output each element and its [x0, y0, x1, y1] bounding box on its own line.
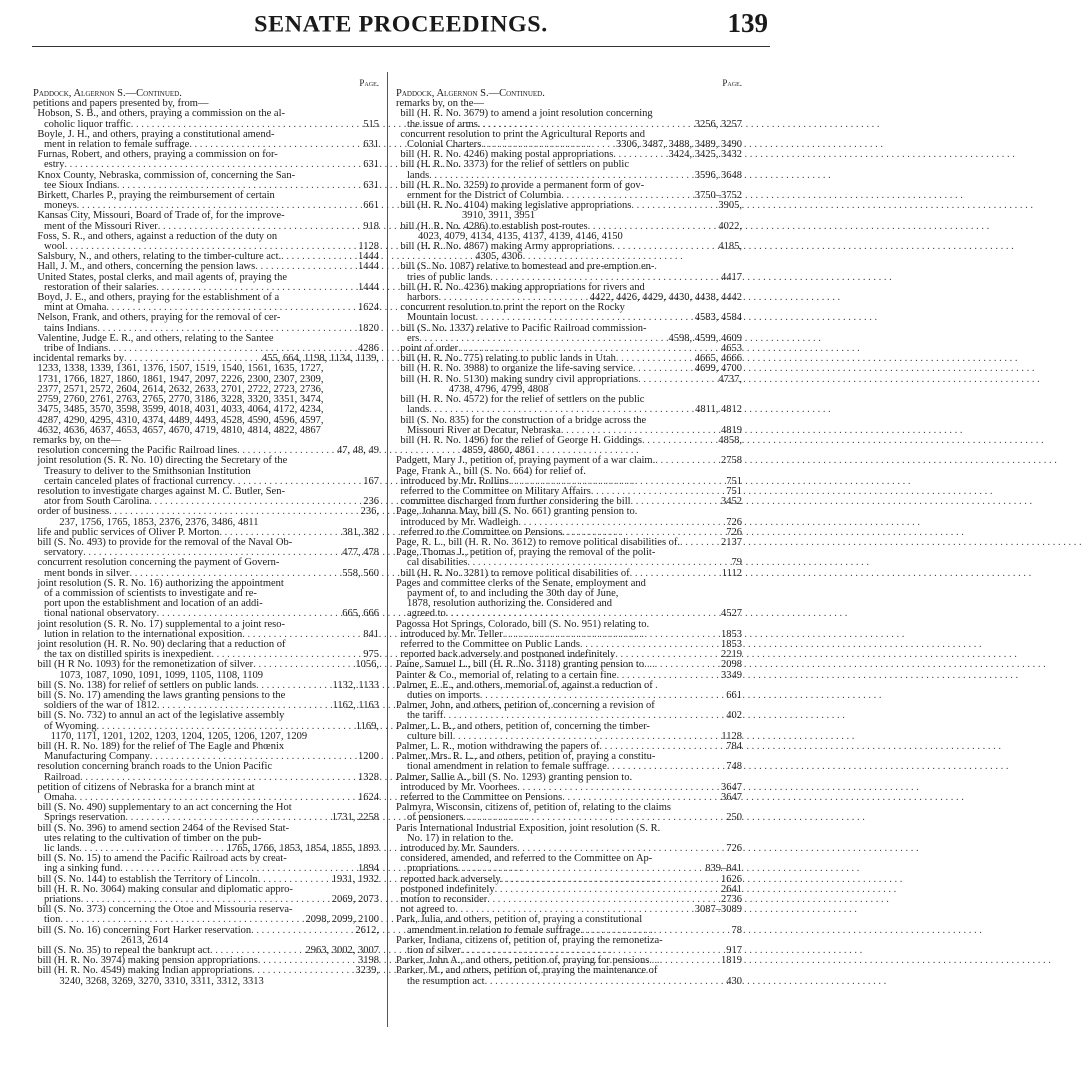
entry-text: bill (H. R. No. 3988) to organize the life-saving service — [400, 363, 633, 375]
entry-text: reported back adversely and postponed indefinitely — [400, 649, 616, 661]
entry-text: the issue of arms — [407, 118, 478, 130]
index-entry-line: 1170, 1171, 1201, 1202, 1203, 1204, 1205, 1206, 1207, 1209 — [50, 730, 308, 742]
index-entry-line: 2759, 2760, 2761, 2763, 2765, 2770, 3186, 3228, 3320, 3351, 3474, — [37, 394, 324, 406]
entry-text: Mountain locust — [407, 312, 476, 324]
leader-dots — [642, 436, 716, 446]
entry-text: life and public services of Oliver P. Morton — [37, 526, 220, 538]
entry-text: introduced by Mr. Wadleigh — [400, 516, 519, 528]
page-reference: 665, 666 — [342, 608, 379, 620]
index-entry-line: remarks by, on the— — [33, 434, 121, 446]
entry-text: agreed to — [407, 608, 446, 620]
entry-text: moneys — [44, 200, 77, 212]
page-reference: 631 — [363, 179, 379, 191]
page-reference: 78 — [731, 924, 742, 936]
right-column — [396, 78, 742, 1073]
index-entry-line: Paddock, Algernon S.—Continued. — [396, 88, 545, 99]
entry-text: Salsbury, N., and others, relating to the timber-culture act. — [37, 251, 282, 263]
page-reference: 2219 — [721, 649, 742, 661]
index-entry-line: bill (S. No. 835) for the construction of a bridge across the — [400, 414, 647, 426]
index-entry-line — [396, 375, 742, 385]
page-reference: 2069, 2073 — [331, 894, 379, 906]
index-entry-line: 4632, 4636, 4637, 4653, 4657, 4670, 4719, 4810, 4814, 4822, 4867 — [37, 424, 321, 436]
index-entry-line — [396, 436, 742, 446]
page-reference: 47, 48, 49 — [337, 445, 379, 457]
index-entry-line — [396, 242, 742, 252]
leader-dots — [655, 456, 719, 466]
page-title: SENATE PROCEEDINGS. — [254, 12, 548, 38]
page-reference: 1624 — [358, 302, 379, 314]
entry-text: ment of the Missouri River — [44, 220, 158, 232]
page-reference: 1626 — [721, 873, 742, 885]
entry-text: bill (S. No. 35) to repeal the bankrupt act — [37, 945, 211, 957]
index-entry-line: remarks by, on the— — [396, 98, 484, 110]
entry-text: ment bonds in silver — [44, 567, 130, 579]
index-entry-line: Palmer, Sallie A., bill (S. No. 1293) granting pension to. — [396, 771, 633, 783]
left-column — [33, 78, 379, 1073]
index-entry-line: Boyd, J. E., and others, praying for the establishment of a — [37, 292, 280, 304]
index-entry-line: bill (S. No. 1087) relative to homestead and pre-emption en- — [400, 261, 655, 273]
entry-text: coholic liquor traffic — [44, 118, 131, 130]
entry-text: tional amendment in relation to female suffrage — [407, 761, 607, 773]
entry-text: Springs reservation — [44, 812, 126, 824]
page-reference: 1328 — [358, 771, 379, 783]
index-entry-line: bill (H. R. No. 4236) making appropriations for rivers and — [400, 281, 645, 293]
entry-text: estry — [44, 159, 65, 171]
index-entry-line: 4738, 4796, 4799, 4808 — [448, 383, 549, 395]
index-entry-line: Hobson, S. B., and others, praying a commission on the al- — [37, 108, 285, 120]
page-reference: 631 — [363, 159, 379, 171]
entry-text: ing a sinking fund — [44, 863, 121, 875]
page-reference: 1894 — [358, 863, 379, 875]
entry-text: tional national observatory — [44, 608, 157, 620]
index-entry-line: 4287, 4290, 4295, 4310, 4374, 4489, 4493, 4528, 4590, 4596, 4597, — [37, 414, 324, 426]
page-reference: 3905, — [718, 200, 742, 212]
entry-text: bill (H. R. No. 5130) making sundry civil appropriations — [400, 373, 639, 385]
page-reference: 4286 — [358, 343, 379, 355]
entry-text: motion to reconsider — [400, 894, 488, 906]
entry-text: mint at Omaha — [44, 302, 107, 314]
page-reference: 3596, 3648 — [694, 169, 742, 181]
entry-text: referred to the Committee on Pensions — [400, 792, 563, 804]
page-reference: 2736 — [721, 894, 742, 906]
index-entry-line: 4023, 4079, 4134, 4135, 4137, 4139, 4146, 4150 — [418, 230, 623, 242]
index-entry-line: Nelson, Frank, and others, praying for the removal of cer- — [37, 312, 281, 324]
page-reference: 3452 — [721, 496, 742, 508]
entry-text: introduced by Mr. Teller — [400, 628, 503, 640]
page-reference: 4699, 4700 — [694, 363, 742, 375]
page-reference: 1112 — [721, 567, 742, 579]
page-reference: 455, 664, 1198, 1134, 1139, — [262, 353, 379, 365]
index-entry-line: Pagossa Hot Springs, Colorado, bill (S. No. 951) relating to. — [396, 618, 650, 630]
page-reference: 1444 — [358, 251, 379, 263]
entry-text: committee discharged from further considering the bill — [400, 496, 631, 508]
page-reference: 515 — [363, 118, 379, 130]
entry-text: tion — [44, 914, 61, 926]
index-entry-line: bill (H. R. No. 3679) to amend a joint resolution concerning — [400, 108, 653, 120]
index-entry-line: 237, 1756, 1765, 1853, 2376, 2376, 3486, 4811 — [59, 516, 259, 528]
page-reference: 748 — [726, 761, 742, 773]
page-reference: 558, 560 — [342, 567, 379, 579]
page-reference: 1765, 1766, 1853, 1854, 1855, 1893 — [226, 843, 379, 855]
index-entry-line: 1233, 1338, 1339, 1361, 1376, 1507, 1519, 1540, 1561, 1635, 1727, — [37, 363, 324, 375]
index-entry-line: concurrent resolution to print the Agricultural Reports and — [400, 128, 646, 140]
entry-text: bill (H. R. No. 775) relating to public lands in Utah — [400, 353, 616, 365]
index-entry-line: Paris International Industrial Exposition, joint resolution (S. R. — [396, 822, 661, 834]
page-reference: 3087–3089 — [694, 904, 742, 916]
entry-text: ers — [407, 332, 420, 344]
index-entry-line: Page, Thomas J., petition of, praying the removal of the polit- — [396, 547, 656, 559]
page-reference: 477, 478 — [342, 547, 379, 559]
page-reference: 236, — [360, 506, 379, 518]
leader-dots — [649, 956, 719, 966]
page-reference: 3647 — [721, 781, 742, 793]
index-entry-line: Valentine, Judge E. R., and others, relating to the Santee — [37, 332, 274, 344]
leader-dots — [631, 201, 716, 211]
index-entry-line: bill (S. No. 490) supplementary to an act concerning the Hot — [37, 802, 292, 814]
entry-text: lution in relation to the international exposition — [44, 628, 243, 640]
index-entry-line: concurrent resolution to print the report on the Rocky — [400, 302, 625, 314]
page-reference: 631 — [363, 139, 379, 151]
page-reference: 1169, — [355, 720, 379, 732]
page-reference: 2641 — [721, 883, 742, 895]
index-entry-line: bill (H. R. No. 3259) to provide a permanent form of gov- — [400, 179, 645, 191]
index-entry-line: Treasury to deliver to the Smithsonian Institution — [44, 465, 251, 477]
page-reference: 1200 — [358, 751, 379, 763]
page-reference: 1820 — [358, 322, 379, 334]
entry-text: servatory — [44, 547, 84, 559]
entry-text: lands — [407, 404, 430, 416]
page-reference: 4527 — [721, 608, 742, 620]
index-entry-line: Parker, Indiana, citizens of, petition of, praying the remonetiza- — [396, 934, 663, 946]
page-reference: 4858, — [718, 434, 742, 446]
running-header — [32, 6, 770, 47]
page-reference: 4598, 4599, 4609 — [668, 332, 742, 344]
index-entry-line: Page, Frank A., bill (S. No. 664) for relief of. — [396, 465, 586, 477]
entry-text: bill (S. No. 138) for relief of settlers on public lands — [37, 679, 257, 691]
entry-text: of pensioners — [407, 812, 464, 824]
index-entry-line: Palmer, L. B., and others, petition of, concerning the timber- — [396, 720, 650, 732]
page-reference: 3198 — [358, 955, 379, 967]
entry-text: resolution concerning the Pacific Railroad lines — [37, 445, 238, 457]
page-reference: 2963, 3002, 3007 — [305, 945, 379, 957]
entry-text: referred to the Committee on Pensions — [400, 526, 563, 538]
index-entry-line: utes relating to the cultivation of timber on the pub- — [44, 832, 262, 844]
index-entry-line: of a commission of scientists to investigate and re- — [44, 587, 257, 599]
index-entry-line: bill (S. No. 17) amending the laws granting pensions to the — [37, 689, 286, 701]
page-reference: 661 — [363, 200, 379, 212]
leader-dots — [253, 660, 353, 670]
page-reference: 1056, — [355, 659, 379, 671]
entry-text: bill (H. R. No. 1496) for the relief of George H. Giddings — [400, 434, 642, 446]
page-reference: 3647 — [721, 792, 742, 804]
page-reference: 1444 — [358, 261, 379, 273]
leader-dots — [109, 507, 358, 517]
page-reference: 2612, — [355, 924, 379, 936]
page-reference: 1162, 1163 — [332, 700, 379, 712]
entry-text: Padgett, Mary J., petition of, praying payment of a war claim. — [396, 455, 656, 467]
index-entry-line: bill (S. No. 15) to amend the Pacific Railroad acts by creat- — [37, 853, 287, 865]
index-entry-line: Birkett, Charles P., praying the reimbursement of certain — [37, 190, 275, 202]
entry-text: culture bill — [407, 730, 453, 742]
entry-text: Paine, Samuel L., bill (H. R. No. 3118) granting pension to — [396, 659, 645, 671]
index-entry-line: Palmer, Mrs. R. L., and others, petition of, praying a constitu- — [396, 751, 656, 763]
page-reference: 751 — [726, 485, 742, 497]
index-entry-line — [396, 201, 742, 211]
index-entry-line: concurrent resolution concerning the payment of Govern- — [37, 557, 280, 569]
page-reference: 2098, 2099, 2100 — [305, 914, 379, 926]
entry-text: the tariff — [407, 710, 444, 722]
index-entry-line: Parker, M., and others, petition of, praying the maintenance of — [396, 965, 658, 977]
entry-text: introduced by Mr. Saunders — [400, 843, 518, 855]
page-reference: 250 — [726, 812, 742, 824]
index-entry-line: 1878, resolution authorizing the. Considered and — [407, 598, 613, 610]
index-entry-line: bill (H. R. No. 4572) for the relief of settlers on the public — [400, 394, 645, 406]
page-reference: 79 — [731, 557, 742, 569]
page-reference: 2137 — [721, 536, 742, 548]
page-reference: 726 — [726, 843, 742, 855]
entry-text: lands — [407, 169, 430, 181]
index-entry-line: bill (H. R. No. 3064) making consular and diplomatic appro- — [37, 883, 293, 895]
index-entry-line: petition of citizens of Nebraska for a branch mint at — [37, 781, 255, 793]
index-entry-line: Kansas City, Missouri, Board of Trade of, for the improve- — [37, 210, 285, 222]
page-reference: 784 — [726, 741, 742, 752]
entry-text: of Wyoming — [44, 720, 97, 732]
entry-text: not agreed to — [400, 904, 456, 916]
entry-text: referred to the Committee on Military Affairs — [400, 485, 591, 497]
index-entry-line: Furnas, Robert, and others, praying a commission on for- — [37, 149, 278, 161]
page-reference: 1444 — [358, 281, 379, 293]
entry-text: bill (H. R. No. 4246) making postal appropriations — [400, 149, 614, 161]
entry-text: ment in relation to female suffrage — [44, 139, 190, 151]
entry-text: Omaha — [44, 792, 75, 804]
index-entry-line: Park, Julia, and others, petition of, praying a constitutional — [396, 914, 643, 926]
index-entry-line — [396, 456, 742, 466]
index-entry-line: United States, postal clerks, and mail agents of, praying the — [37, 271, 287, 283]
entry-text: lic lands — [44, 843, 80, 855]
entry-text: incidental remarks by — [33, 353, 124, 365]
index-entry-line — [396, 977, 742, 987]
leader-dots — [680, 538, 719, 548]
index-entry-line: Paddock, Algernon S.—Continued. — [33, 88, 182, 99]
page-reference: 975 — [363, 649, 379, 661]
entry-text: harbors — [407, 292, 439, 304]
entry-text: the tax on distilled spirits is inexpedient — [44, 649, 212, 661]
index-entry-line: Page, Johanna May, bill (S. No. 661) granting pension to. — [396, 506, 638, 518]
leader-dots — [429, 405, 693, 415]
entry-text: propriations — [407, 863, 458, 875]
page-reference: 751 — [726, 475, 742, 487]
entry-text: bill (H. R. No. 3974) making pension appropriations — [37, 955, 258, 967]
index-entry-line: Pages and committee clerks of the Senate, employment and — [396, 577, 646, 589]
entry-text: ator from South Carolina — [44, 496, 150, 508]
page-reference: 726 — [726, 526, 742, 538]
page-reference: 1128 — [721, 730, 742, 742]
entry-text: Parker, John A., and others, petition of, praying for pensions — [396, 955, 650, 967]
page-column-label: Page. — [722, 78, 742, 88]
index-entry-line: considered, amended, and referred to the Committee on Ap- — [400, 853, 653, 865]
index-entry-line: 3910, 3911, 3951 — [462, 210, 536, 222]
index-entry-line: Palmer, John, and others, petition of, concerning a revision of — [396, 700, 655, 712]
page-reference: 1731, 2258 — [331, 812, 379, 824]
index-entry-line: Palmer, E. E., and others, memorial of, against a reduction of — [396, 679, 653, 691]
page-reference: 4185, — [718, 241, 742, 253]
index-entry-line: joint resolution (S. R. No. 17) supplemental to a joint reso- — [37, 618, 285, 630]
page-reference: 4653 — [721, 343, 742, 355]
index-entry-line: 2613, 2614 — [121, 934, 169, 946]
page-reference: 402 — [726, 710, 742, 722]
index-entry-line: payment of, to and including the 30th day of June, — [407, 587, 619, 599]
entry-text: bill (H. R. No. 3281) to remove political disabilities of — [400, 567, 630, 579]
index-entry-line — [33, 926, 379, 936]
index-entry-line: resolution to investigate charges against M. C. Butler, Sen- — [37, 485, 285, 497]
page-reference: 3349 — [721, 669, 742, 681]
page-reference: 2098 — [721, 659, 742, 671]
entry-text: point of order — [400, 343, 459, 355]
page-reference: 1853 — [721, 628, 742, 640]
index-entry-line: bill (S. No. 732) to annul an act of the legislative assembly — [37, 710, 285, 722]
leader-dots — [252, 966, 353, 976]
page-reference: 4811, 4812 — [695, 404, 742, 416]
index-entry-line: petitions and papers presented by, from— — [33, 98, 209, 110]
entry-text: wool — [44, 241, 65, 253]
entry-text: Colonial Charters — [407, 139, 482, 151]
entry-text: bill (S. No. 16) concerning Fort Harker reservation — [37, 924, 252, 936]
leader-dots — [485, 977, 725, 987]
page-reference: 1128 — [358, 241, 379, 253]
page-reference: 3424, 3425, 3432 — [668, 149, 742, 161]
entry-text: tribe of Indians — [44, 343, 109, 355]
entry-text: certain canceled plates of fractional currency — [44, 475, 233, 487]
page-reference: 167 — [363, 475, 379, 487]
entry-text: duties on imports — [407, 689, 480, 701]
index-entry-line: joint resolution (H. R. No. 90) declaring that a reduction of — [37, 638, 286, 650]
index-entry-line: 3240, 3268, 3269, 3270, 3310, 3311, 3312, 3313 — [59, 975, 264, 987]
page-reference: 841 — [363, 628, 379, 640]
page-reference: 236 — [363, 496, 379, 508]
page-reference: 4417 — [721, 271, 742, 283]
entry-text: restoration of their salaries — [44, 281, 157, 293]
index-entry-line — [33, 507, 379, 517]
index-entry-line: joint resolution (S. R. No. 16) authorizing the appointment — [37, 577, 284, 589]
entry-text: bill (S. No. 144) to establish the Territory of Lincoln — [37, 873, 258, 885]
entry-text: Painter & Co., memorial of, relating to a certain fine — [396, 669, 617, 681]
page-reference: 4422, 4426, 4429, 4430, 4438, 4442 — [589, 292, 742, 304]
page-reference: 661 — [726, 689, 742, 701]
entry-text: tains Indians — [44, 322, 98, 334]
page-reference: 4022, — [718, 220, 742, 232]
entry-text: referred to the Committee on Public Lands — [400, 638, 581, 650]
page-reference: 4665, 4666 — [694, 353, 742, 365]
index-entry-line: port upon the establishment and location of an addi- — [44, 598, 263, 610]
page-reference: 839–841 — [705, 863, 742, 875]
index-entry-line: 1731, 1766, 1827, 1860, 1861, 1947, 2097, 2226, 2300, 2307, 2309, — [37, 373, 324, 385]
leader-dots — [638, 375, 716, 385]
page-reference: 381, 382 — [342, 526, 379, 538]
entry-text: bill (H R No. 1093) for the remonetization of silver — [37, 659, 254, 671]
index-entry-line: bill (S. No. 1337) relative to Pacific Railroad commission- — [400, 322, 647, 334]
index-entry-line: joint resolution (S. R. No. 10) directing the Secretary of the — [37, 455, 288, 467]
index-entry-line: Foss, S. R., and others, against a reduction of the duty on — [37, 230, 278, 242]
index-entry-line: 3475, 3485, 3570, 3598, 3599, 4018, 4031, 4033, 4064, 4172, 4234, — [37, 404, 324, 416]
leader-dots — [612, 242, 716, 252]
page-reference: 1624 — [358, 792, 379, 804]
entry-text: Missouri River at Decatur, Nebraska — [407, 424, 561, 436]
index-entry-line: resolution concerning branch roads to the Union Pacific — [37, 761, 273, 773]
page-reference: 1853 — [721, 638, 742, 650]
page-reference: 2758 — [721, 455, 742, 467]
entry-text: bill (H. R. No. 4549) making Indian appropriations — [37, 965, 253, 977]
index-entry-line: bill (H. R. No. 189) for the relief of The Eagle and Phœnix — [37, 741, 285, 752]
entry-text: Palmer, L. R., motion withdrawing the papers of — [396, 741, 600, 752]
entry-text: ernment for the District of Columbia — [407, 190, 562, 202]
page-reference: 917 — [726, 945, 742, 957]
page-reference: 4819 — [721, 424, 742, 436]
page-reference: 3750–3752 — [694, 190, 742, 202]
entry-text: introduced by Mr. Rollins — [400, 475, 509, 487]
entry-text: Manufacturing Company — [44, 751, 150, 763]
leader-dots — [631, 497, 719, 507]
page-reference: 726 — [726, 516, 742, 528]
entry-text: cal disabilities — [407, 557, 468, 569]
entry-text: postponed indefinitely — [400, 883, 495, 895]
entry-text: priations — [44, 894, 81, 906]
index-entry-line: 4305, 4306 — [475, 251, 523, 263]
page-reference: 1819 — [721, 955, 742, 967]
entry-text: the resumption act — [407, 975, 485, 987]
page-reference: 430 — [726, 975, 742, 987]
entry-text: bill (H. R. No. 4286) to establish post-routes — [400, 220, 588, 232]
page-reference: 3306, 3487, 3488, 3489, 3490 — [616, 139, 742, 151]
index-entry-line: Knox County, Nebraska, commission of, concerning the San- — [37, 169, 296, 181]
entry-text: Railroad — [44, 771, 81, 783]
entry-text: tee Sioux Indians — [44, 179, 117, 191]
index-entry-line: bill (H. R. No. 3373) for the relief of settlers on public — [400, 159, 630, 171]
index-entry-line: bill (S. No. 396) to amend section 2464 of the Revised Stat- — [37, 822, 290, 834]
page-reference: 1931, 1932 — [331, 873, 379, 885]
page-reference: 918 — [363, 220, 379, 232]
page-reference: 4583, 4584 — [694, 312, 742, 324]
entry-text: bill (H. R. No. 4104) making legislative appropriations — [400, 200, 632, 212]
entry-text: amendment in relation to female suffrage — [407, 924, 581, 936]
index-entry-line: 1073, 1087, 1090, 1091, 1099, 1105, 1108, 1109 — [59, 669, 263, 681]
entry-text: tion of silver — [407, 945, 461, 957]
index-entry-line: 2377, 2571, 2572, 2604, 2614, 2632, 2633, 2701, 2722, 2723, 2736, — [37, 383, 324, 395]
index-entry-line: No. 17) in relation to the. — [407, 832, 514, 844]
entry-text: Hall, J. M., and others, concerning the pension laws — [37, 261, 256, 273]
page-number: 139 — [727, 8, 768, 38]
index-entry-line: 4859, 4860, 4861 — [462, 445, 536, 457]
entry-text: tries of public lands — [407, 271, 491, 283]
entry-text: order of business — [37, 506, 110, 518]
entry-text: bill (H. R. No. 4867) making Army appropriations — [400, 241, 613, 253]
entry-text: introduced by Mr. Voorhees — [400, 781, 518, 793]
index-entry-line — [396, 405, 742, 415]
page-reference: 3239, — [355, 965, 379, 977]
index-entry-line: Palmyra, Wisconsin, citizens of, petition of, relating to the claims — [396, 802, 671, 814]
entry-text: reported back adversely — [400, 873, 501, 885]
leader-dots — [251, 926, 353, 936]
page-column-label: Page. — [359, 78, 379, 88]
entry-text: soldiers of the war of 1812 — [44, 700, 157, 712]
index-entry-line: Boyle, J. H., and others, praying a constitutional amend- — [37, 128, 275, 140]
page-reference: 1132, 1133 — [332, 679, 379, 691]
page-reference: 3256, 3257 — [694, 118, 742, 130]
page-reference: 4737, — [718, 373, 742, 385]
index-entry-line: bill (S. No. 373) concerning the Otoe and Missouria reserva- — [37, 904, 293, 916]
index-entry-line: bill (S. No. 493) to provide for the removal of the Naval Ob- — [37, 536, 293, 548]
entry-text: Page, R. L., bill (H. R. No. 3612) to remove political disabilities of. — [396, 536, 681, 548]
